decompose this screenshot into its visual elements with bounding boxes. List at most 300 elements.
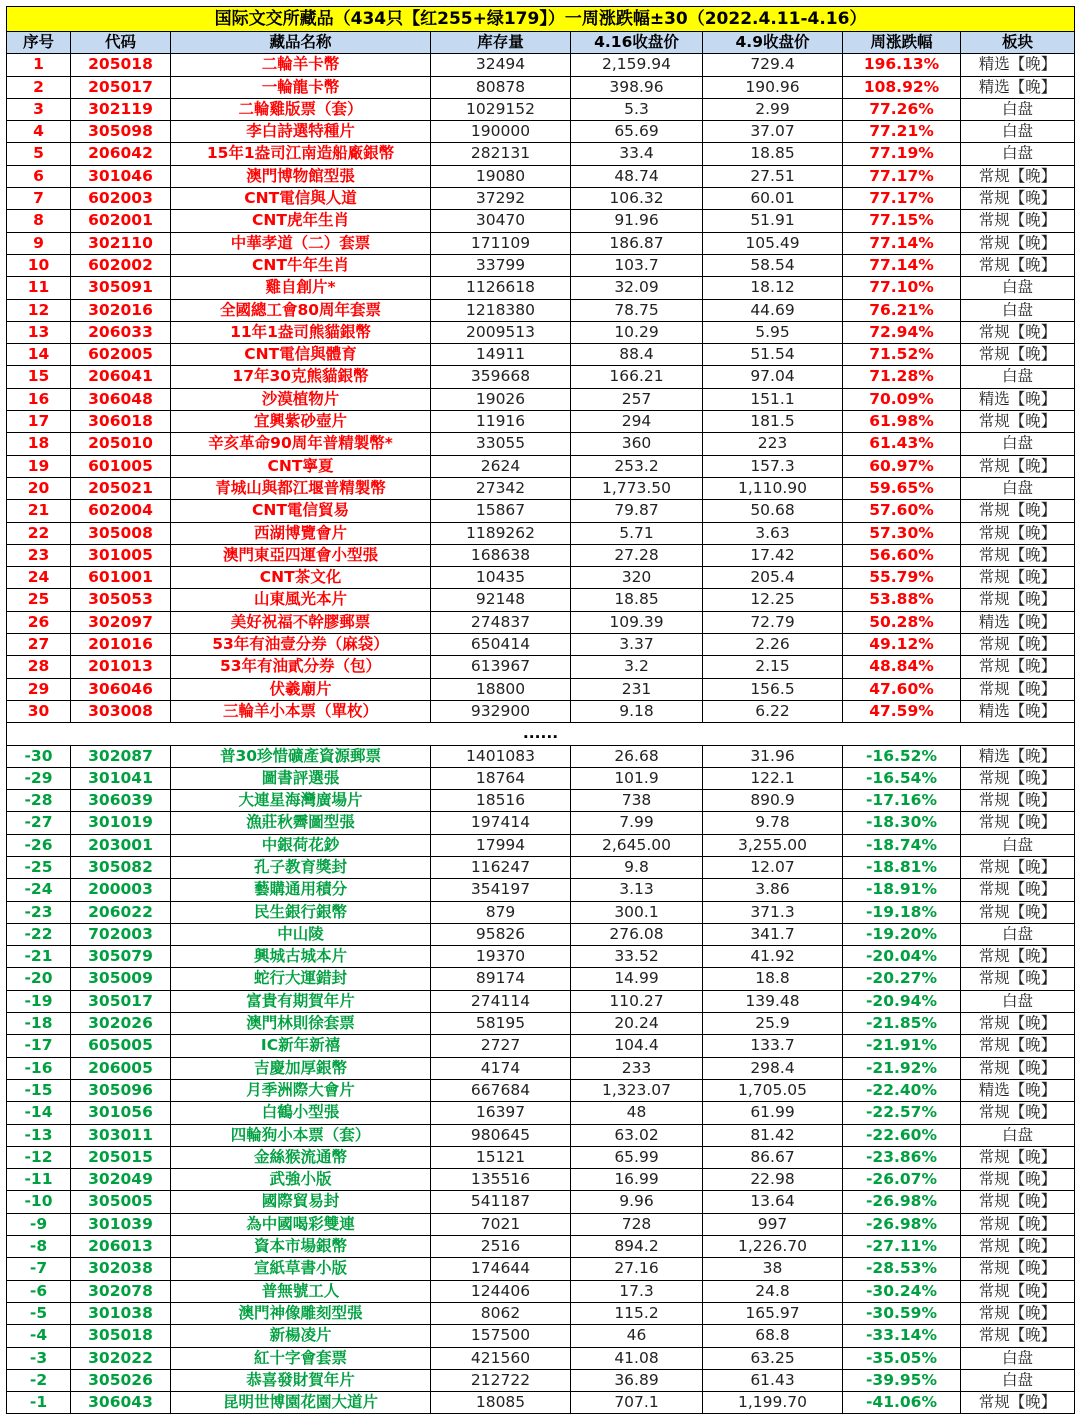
item-code: 605005 — [71, 1035, 171, 1057]
stock-qty: 1218380 — [431, 299, 571, 321]
close-49: 61.43 — [703, 1369, 843, 1391]
close-416: 186.87 — [571, 232, 703, 254]
weekly-change: 70.09% — [843, 388, 961, 410]
stock-qty: 92148 — [431, 589, 571, 611]
row-index: -12 — [7, 1146, 71, 1168]
close-49: 997 — [703, 1213, 843, 1235]
board: 白盘 — [961, 834, 1075, 856]
close-49: 18.12 — [703, 277, 843, 299]
close-49: 27.51 — [703, 165, 843, 187]
board: 常规【晚】 — [961, 634, 1075, 656]
board: 常规【晚】 — [961, 500, 1075, 522]
close-416: 41.08 — [571, 1347, 703, 1369]
stock-qty: 1029152 — [431, 98, 571, 120]
row-index: -23 — [7, 901, 71, 923]
row-index: -26 — [7, 834, 71, 856]
table-row — [7, 366, 1075, 388]
close-49: 18.85 — [703, 143, 843, 165]
row-index: -21 — [7, 946, 71, 968]
item-name: 宜興紫砂壺片 — [171, 411, 431, 433]
row-index: 2 — [7, 76, 71, 98]
close-416: 106.32 — [571, 188, 703, 210]
board: 常规【晚】 — [961, 656, 1075, 678]
item-name: 中山陵 — [171, 923, 431, 945]
weekly-change: -33.14% — [843, 1325, 961, 1347]
stock-qty: 19370 — [431, 946, 571, 968]
item-code: 302016 — [71, 299, 171, 321]
item-name: 中銀荷花鈔 — [171, 834, 431, 856]
row-index: 11 — [7, 277, 71, 299]
table-row — [7, 1392, 1075, 1414]
board: 白盘 — [961, 990, 1075, 1012]
weekly-change: -22.57% — [843, 1102, 961, 1124]
weekly-change: 56.60% — [843, 544, 961, 566]
item-name: 國際貿易封 — [171, 1191, 431, 1213]
board: 白盘 — [961, 98, 1075, 120]
item-code: 302110 — [71, 232, 171, 254]
item-code: 302087 — [71, 745, 171, 767]
row-index: 9 — [7, 232, 71, 254]
item-code: 306046 — [71, 678, 171, 700]
item-name: 新楊凌片 — [171, 1325, 431, 1347]
board: 常规【晚】 — [961, 812, 1075, 834]
board: 常规【晚】 — [961, 1302, 1075, 1324]
board: 常规【晚】 — [961, 790, 1075, 812]
item-code: 205015 — [71, 1146, 171, 1168]
close-416: 17.3 — [571, 1280, 703, 1302]
weekly-change: 77.14% — [843, 254, 961, 276]
close-416: 65.99 — [571, 1146, 703, 1168]
table-row — [7, 121, 1075, 143]
item-name: 美好祝福不幹膠郵票 — [171, 611, 431, 633]
close-416: 109.39 — [571, 611, 703, 633]
weekly-change: -23.86% — [843, 1146, 961, 1168]
weekly-change: -20.04% — [843, 946, 961, 968]
stock-qty: 95826 — [431, 923, 571, 945]
stock-qty: 359668 — [431, 366, 571, 388]
stock-qty: 116247 — [431, 856, 571, 878]
close-49: 223 — [703, 433, 843, 455]
item-name: 武強小版 — [171, 1169, 431, 1191]
item-name: CNT茶文化 — [171, 567, 431, 589]
item-code: 301019 — [71, 812, 171, 834]
close-416: 16.99 — [571, 1169, 703, 1191]
item-code: 601005 — [71, 455, 171, 477]
row-index: -11 — [7, 1169, 71, 1191]
close-416: 294 — [571, 411, 703, 433]
weekly-change: -18.91% — [843, 879, 961, 901]
board: 常规【晚】 — [961, 1013, 1075, 1035]
table-row — [7, 790, 1075, 812]
stock-qty: 2727 — [431, 1035, 571, 1057]
stock-qty: 212722 — [431, 1369, 571, 1391]
weekly-change: 47.60% — [843, 678, 961, 700]
table-row — [7, 946, 1075, 968]
item-code: 206005 — [71, 1057, 171, 1079]
header-index: 序号 — [7, 32, 71, 54]
close-49: 105.49 — [703, 232, 843, 254]
table-row — [7, 611, 1075, 633]
row-index: 4 — [7, 121, 71, 143]
close-49: 37.07 — [703, 121, 843, 143]
table-row — [7, 210, 1075, 232]
close-49: 1,226.70 — [703, 1236, 843, 1258]
item-name: IC新年新禧 — [171, 1035, 431, 1057]
board: 常规【晚】 — [961, 522, 1075, 544]
board: 常规【晚】 — [961, 544, 1075, 566]
close-416: 103.7 — [571, 254, 703, 276]
item-code: 302049 — [71, 1169, 171, 1191]
item-code: 305082 — [71, 856, 171, 878]
row-index: -3 — [7, 1347, 71, 1369]
stock-qty: 19080 — [431, 165, 571, 187]
row-index: 20 — [7, 477, 71, 499]
item-code: 301046 — [71, 165, 171, 187]
weekly-change: 71.28% — [843, 366, 961, 388]
table-row — [7, 1258, 1075, 1280]
row-index: -16 — [7, 1057, 71, 1079]
row-index: -18 — [7, 1013, 71, 1035]
row-index: -29 — [7, 767, 71, 789]
table-row — [7, 656, 1075, 678]
board: 常规【晚】 — [961, 567, 1075, 589]
board: 白盘 — [961, 433, 1075, 455]
weekly-change: -30.24% — [843, 1280, 961, 1302]
close-416: 88.4 — [571, 344, 703, 366]
stock-qty: 1126618 — [431, 277, 571, 299]
row-index: -5 — [7, 1302, 71, 1324]
close-49: 2.99 — [703, 98, 843, 120]
item-code: 201016 — [71, 634, 171, 656]
stock-qty: 667684 — [431, 1079, 571, 1101]
item-code: 302119 — [71, 98, 171, 120]
item-name: 蛇行大運錯封 — [171, 968, 431, 990]
board: 常规【晚】 — [961, 254, 1075, 276]
close-49: 72.79 — [703, 611, 843, 633]
close-416: 79.87 — [571, 500, 703, 522]
weekly-change: 77.14% — [843, 232, 961, 254]
close-416: 65.69 — [571, 121, 703, 143]
close-416: 27.16 — [571, 1258, 703, 1280]
stock-qty: 33799 — [431, 254, 571, 276]
weekly-change: -18.30% — [843, 812, 961, 834]
board: 常规【晚】 — [961, 188, 1075, 210]
item-name: CNT電信貿易 — [171, 500, 431, 522]
item-name: 雞自創片* — [171, 277, 431, 299]
item-code: 306018 — [71, 411, 171, 433]
item-name: 青城山與都江堰普精製幣 — [171, 477, 431, 499]
close-416: 36.89 — [571, 1369, 703, 1391]
close-49: 51.54 — [703, 344, 843, 366]
board: 常规【晚】 — [961, 1169, 1075, 1191]
header-code: 代码 — [71, 32, 171, 54]
table-row — [7, 1369, 1075, 1391]
row-index: -2 — [7, 1369, 71, 1391]
item-code: 305091 — [71, 277, 171, 299]
close-49: 341.7 — [703, 923, 843, 945]
item-code: 602003 — [71, 188, 171, 210]
weekly-change: 61.98% — [843, 411, 961, 433]
weekly-change: -28.53% — [843, 1258, 961, 1280]
weekly-change: -35.05% — [843, 1347, 961, 1369]
table-row — [7, 1280, 1075, 1302]
close-416: 33.4 — [571, 143, 703, 165]
stock-qty: 1189262 — [431, 522, 571, 544]
board: 精选【晚】 — [961, 76, 1075, 98]
close-416: 2,645.00 — [571, 834, 703, 856]
close-416: 27.28 — [571, 544, 703, 566]
item-code: 205018 — [71, 54, 171, 76]
item-name: 大連星海灣廣場片 — [171, 790, 431, 812]
table-row — [7, 567, 1075, 589]
close-49: 890.9 — [703, 790, 843, 812]
weekly-change: -16.52% — [843, 745, 961, 767]
board: 常规【晚】 — [961, 1191, 1075, 1213]
table-row — [7, 1013, 1075, 1035]
weekly-change: -26.07% — [843, 1169, 961, 1191]
item-code: 305079 — [71, 946, 171, 968]
item-name: 11年1盎司熊貓銀幣 — [171, 321, 431, 343]
board: 常规【晚】 — [961, 879, 1075, 901]
item-code: 205021 — [71, 477, 171, 499]
row-index: 5 — [7, 143, 71, 165]
item-name: CNT虎年生肖 — [171, 210, 431, 232]
weekly-change: 53.88% — [843, 589, 961, 611]
item-code: 301041 — [71, 767, 171, 789]
board: 常规【晚】 — [961, 901, 1075, 923]
stock-qty: 124406 — [431, 1280, 571, 1302]
row-index: 14 — [7, 344, 71, 366]
weekly-change: 49.12% — [843, 634, 961, 656]
close-49: 3.86 — [703, 879, 843, 901]
header-row — [7, 32, 1075, 54]
board: 常规【晚】 — [961, 968, 1075, 990]
item-code: 302026 — [71, 1013, 171, 1035]
close-49: 2.15 — [703, 656, 843, 678]
close-416: 110.27 — [571, 990, 703, 1012]
close-49: 139.48 — [703, 990, 843, 1012]
close-416: 5.3 — [571, 98, 703, 120]
stock-qty: 11916 — [431, 411, 571, 433]
item-name: 15年1盎司江南造船廠銀幣 — [171, 143, 431, 165]
table-row — [7, 143, 1075, 165]
close-416: 18.85 — [571, 589, 703, 611]
stock-qty: 15867 — [431, 500, 571, 522]
close-49: 61.99 — [703, 1102, 843, 1124]
close-416: 33.52 — [571, 946, 703, 968]
close-49: 157.3 — [703, 455, 843, 477]
table-row — [7, 1236, 1075, 1258]
item-code: 305098 — [71, 121, 171, 143]
stock-qty: 2516 — [431, 1236, 571, 1258]
item-code: 302038 — [71, 1258, 171, 1280]
row-index: 28 — [7, 656, 71, 678]
weekly-change: -22.40% — [843, 1079, 961, 1101]
weekly-change: -20.94% — [843, 990, 961, 1012]
close-416: 78.75 — [571, 299, 703, 321]
close-49: 165.97 — [703, 1302, 843, 1324]
item-code: 301038 — [71, 1302, 171, 1324]
weekly-change: -21.85% — [843, 1013, 961, 1035]
row-index: -30 — [7, 745, 71, 767]
board: 白盘 — [961, 923, 1075, 945]
header-stock: 库存量 — [431, 32, 571, 54]
close-416: 20.24 — [571, 1013, 703, 1035]
weekly-change: 48.84% — [843, 656, 961, 678]
weekly-change: 55.79% — [843, 567, 961, 589]
close-416: 48.74 — [571, 165, 703, 187]
close-49: 190.96 — [703, 76, 843, 98]
item-name: 53年有油貳分券（包） — [171, 656, 431, 678]
table-row — [7, 477, 1075, 499]
close-49: 81.42 — [703, 1124, 843, 1146]
close-416: 48 — [571, 1102, 703, 1124]
item-name: CNT寧夏 — [171, 455, 431, 477]
close-49: 60.01 — [703, 188, 843, 210]
weekly-change: -21.92% — [843, 1057, 961, 1079]
weekly-change: -19.20% — [843, 923, 961, 945]
board: 常规【晚】 — [961, 344, 1075, 366]
header-close-49: 4.9收盘价 — [703, 32, 843, 54]
close-49: 58.54 — [703, 254, 843, 276]
row-index: -19 — [7, 990, 71, 1012]
item-name: 澳門博物館型張 — [171, 165, 431, 187]
header-board: 板块 — [961, 32, 1075, 54]
row-index: 22 — [7, 522, 71, 544]
stock-qty: 7021 — [431, 1213, 571, 1235]
close-49: 371.3 — [703, 901, 843, 923]
close-49: 44.69 — [703, 299, 843, 321]
weekly-change: 108.92% — [843, 76, 961, 98]
table-row — [7, 76, 1075, 98]
row-index: 26 — [7, 611, 71, 633]
table-row — [7, 522, 1075, 544]
item-code: 306043 — [71, 1392, 171, 1414]
stock-qty: 80878 — [431, 76, 571, 98]
row-index: -9 — [7, 1213, 71, 1235]
weekly-change: -26.98% — [843, 1191, 961, 1213]
item-code: 601001 — [71, 567, 171, 589]
row-index: 23 — [7, 544, 71, 566]
close-416: 894.2 — [571, 1236, 703, 1258]
item-code: 602001 — [71, 210, 171, 232]
row-index: -15 — [7, 1079, 71, 1101]
close-49: 298.4 — [703, 1057, 843, 1079]
weekly-change: 71.52% — [843, 344, 961, 366]
close-49: 181.5 — [703, 411, 843, 433]
header-name: 藏品名称 — [171, 32, 431, 54]
weekly-change: 60.97% — [843, 455, 961, 477]
table-row — [7, 1325, 1075, 1347]
item-code: 305017 — [71, 990, 171, 1012]
board: 白盘 — [961, 143, 1075, 165]
item-code: 206022 — [71, 901, 171, 923]
table-row — [7, 1079, 1075, 1101]
board: 常规【晚】 — [961, 856, 1075, 878]
close-49: 2.26 — [703, 634, 843, 656]
row-index: -7 — [7, 1258, 71, 1280]
close-416: 707.1 — [571, 1392, 703, 1414]
weekly-change: 77.17% — [843, 188, 961, 210]
close-49: 9.78 — [703, 812, 843, 834]
close-49: 1,705.05 — [703, 1079, 843, 1101]
weekly-change: -41.06% — [843, 1392, 961, 1414]
close-49: 12.07 — [703, 856, 843, 878]
table-row — [7, 700, 1075, 722]
board: 常规【晚】 — [961, 210, 1075, 232]
close-416: 1,323.07 — [571, 1079, 703, 1101]
table-row — [7, 767, 1075, 789]
close-416: 91.96 — [571, 210, 703, 232]
board: 白盘 — [961, 299, 1075, 321]
close-416: 14.99 — [571, 968, 703, 990]
table-row — [7, 411, 1075, 433]
item-name: CNT電信與體育 — [171, 344, 431, 366]
item-code: 200003 — [71, 879, 171, 901]
item-code: 602004 — [71, 500, 171, 522]
item-name: 全國總工會80周年套票 — [171, 299, 431, 321]
item-code: 305096 — [71, 1079, 171, 1101]
item-name: 恭喜發財賀年片 — [171, 1369, 431, 1391]
close-49: 6.22 — [703, 700, 843, 722]
close-49: 3.63 — [703, 522, 843, 544]
table-row — [7, 1169, 1075, 1191]
weekly-change: -16.54% — [843, 767, 961, 789]
table-row — [7, 321, 1075, 343]
weekly-change: 57.30% — [843, 522, 961, 544]
weekly-change: -18.74% — [843, 834, 961, 856]
close-416: 398.96 — [571, 76, 703, 98]
item-name: 西湖博覽會片 — [171, 522, 431, 544]
board: 白盘 — [961, 477, 1075, 499]
item-name: 李白詩選特種片 — [171, 121, 431, 143]
stock-qty: 2009513 — [431, 321, 571, 343]
stock-qty: 274114 — [431, 990, 571, 1012]
board: 白盘 — [961, 1369, 1075, 1391]
close-416: 3.13 — [571, 879, 703, 901]
board: 精选【晚】 — [961, 611, 1075, 633]
stock-qty: 1401083 — [431, 745, 571, 767]
stock-qty: 421560 — [431, 1347, 571, 1369]
board: 常规【晚】 — [961, 1258, 1075, 1280]
table-row — [7, 165, 1075, 187]
close-49: 729.4 — [703, 54, 843, 76]
item-name: 二輪雞版票（套） — [171, 98, 431, 120]
stock-qty: 932900 — [431, 700, 571, 722]
board: 常规【晚】 — [961, 165, 1075, 187]
table-row — [7, 232, 1075, 254]
stock-qty: 282131 — [431, 143, 571, 165]
table-row — [7, 188, 1075, 210]
stock-qty: 27342 — [431, 477, 571, 499]
stock-qty: 89174 — [431, 968, 571, 990]
weekly-change: 77.15% — [843, 210, 961, 232]
row-index: -24 — [7, 879, 71, 901]
item-name: 昆明世博園花園大道片 — [171, 1392, 431, 1414]
stock-qty: 33055 — [431, 433, 571, 455]
weekly-change: 50.28% — [843, 611, 961, 633]
table-row — [7, 856, 1075, 878]
board: 白盘 — [961, 366, 1075, 388]
table-row — [7, 901, 1075, 923]
weekly-change: 47.59% — [843, 700, 961, 722]
row-index: -14 — [7, 1102, 71, 1124]
table-row — [7, 589, 1075, 611]
item-name: 金絲猴流通幣 — [171, 1146, 431, 1168]
weekly-change: 59.65% — [843, 477, 961, 499]
header-weekly-change: 周涨跌幅 — [843, 32, 961, 54]
close-416: 26.68 — [571, 745, 703, 767]
